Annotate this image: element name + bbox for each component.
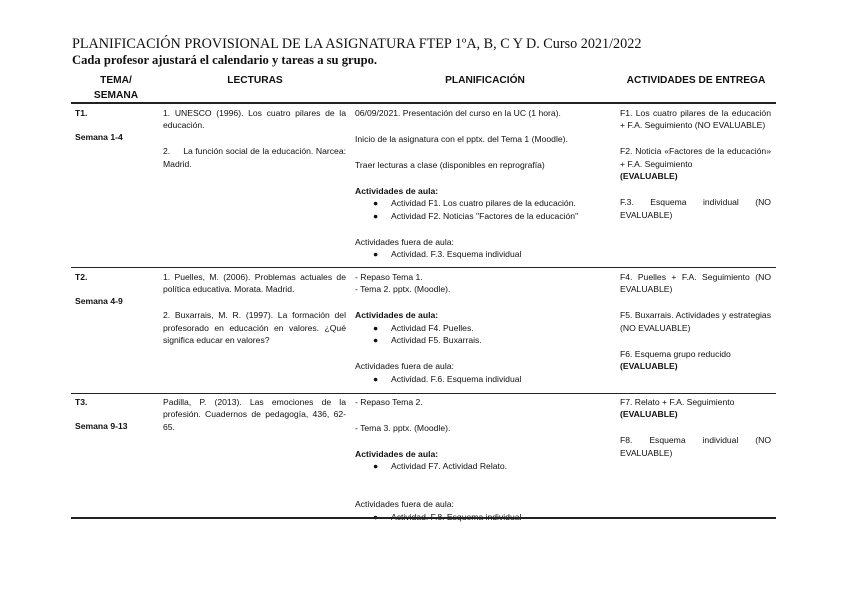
row2-entrega (620, 271, 771, 373)
row3-aula-title: Actividades de aula: (355, 449, 439, 459)
bullet-icon: ● (373, 198, 379, 209)
bullet-icon: ● (373, 373, 379, 384)
row1-lectura-1: 1. UNESCO (1996). Los cuatro pilares de la educación. (163, 108, 346, 131)
row1-entrega-3: F.3. Esquema individual (NO EVALUABLE) (620, 197, 771, 220)
row3-semana: Semana 9-13 (75, 421, 128, 432)
row2-tema-cell (75, 271, 155, 308)
row1-fuera-list (355, 248, 617, 260)
row1-plan-line-3: Traer lecturas a clase (disponibles en reprografía) (355, 160, 545, 170)
row3-entrega-1: F7. Relato + F.A. Seguimiento (620, 397, 735, 407)
header-tema-line2: SEMANA (93, 90, 139, 101)
row2-lectura-2: 2. Buxarrais, M. R. (1997). La formación del profesorado en educación en valores. ¿Qué significa educar en valores? (163, 310, 346, 346)
row3-tema: T3. (75, 397, 88, 407)
header-lecturas: LECTURAS (227, 75, 283, 86)
row1-entrega (620, 107, 771, 221)
row3-plan-line-2: - Tema 3. pptx. (Moodle). (355, 423, 451, 433)
spacer (355, 486, 617, 498)
row2-planificacion (355, 271, 617, 385)
row2-aula-item-2: Actividad F5. Buxarrais. (391, 335, 482, 346)
list-item (355, 210, 617, 222)
row2-plan-line-1: - Repaso Tema 1. (355, 272, 423, 282)
row1-entrega-2: F2. Noticia «Factores de la educación» + F.A. Seguimiento (620, 146, 771, 169)
row3-aula-list (355, 460, 617, 472)
row1-aula-item-2: Actividad F2. Noticias "Factores de la educación" (391, 210, 579, 221)
document-title: PLANIFICACIÓN PROVISIONAL DE LA ASIGNATURA FTEP 1ºA, B, C Y D. Curso 2021/2022 (72, 36, 642, 52)
row1-entrega-2-status: (EVALUABLE) (620, 171, 678, 182)
row1-plan-line-2: Inicio de la asignatura con el pptx. del Tema 1 (Moodle). (355, 134, 568, 144)
document-subtitle: Cada profesor ajustará el calendario y tareas a su grupo. (72, 53, 378, 67)
row3-lectura-1: Padilla, P. (2013). Las emociones de la profesión. Cuadernos de pedagogía, 436, 62-65. (163, 397, 346, 432)
row1-plan-line-1: 06/09/2021. Presentación del curso en la UC (1 hora). (355, 108, 561, 118)
list-item (355, 334, 617, 346)
row3-entrega-1-status: (EVALUABLE) (620, 409, 678, 420)
bullet-icon: ● (373, 461, 379, 472)
row1-aula-title: Actividades de aula: (355, 186, 439, 196)
header-divider (71, 102, 776, 104)
row1-tema: T1. (75, 108, 88, 118)
row1-semana: Semana 1-4 (75, 132, 123, 143)
row1-lectura-2: 2. La función social de la educación. Narcea: Madrid. (163, 146, 349, 169)
row2-aula-title: Actividades de aula: (355, 310, 439, 321)
row2-plan-line-2: - Tema 2. pptx. (Moodle). (355, 284, 451, 295)
row1-planificacion (355, 107, 617, 261)
row2-fuera-title: Actividades fuera de aula: (355, 361, 454, 372)
row-divider (71, 267, 776, 268)
row2-entrega-3: F6. Esquema grupo reducido (620, 348, 731, 359)
row3-aula-item-1: Actividad F7. Actividad Relato. (391, 461, 508, 472)
row2-lectura-1: 1. Puelles, M. (2006). Problemas actuales de política educativa. Morata. Madrid. (163, 272, 346, 295)
bullet-icon: ● (373, 249, 379, 260)
list-item (355, 373, 617, 385)
row1-lecturas (163, 107, 349, 170)
bullet-icon: ● (373, 322, 379, 333)
row1-aula-item-1: Actividad F1. Los cuatro pilares de la educación. (391, 198, 576, 209)
row1-entrega-1: F1. Los cuatro pilares de la educación + F.A. Seguimiento (NO EVALUABLE) (620, 108, 771, 131)
row3-plan-line-1: - Repaso Tema 2. (355, 397, 423, 407)
header-tema-line1: TEMA/ (100, 75, 132, 86)
row2-aula-list (355, 322, 617, 347)
list-item (355, 197, 617, 209)
row3-tema-cell (75, 396, 155, 433)
row3-lecturas (163, 396, 346, 433)
row2-fuera-list (355, 373, 617, 385)
row2-entrega-1: F4. Puelles + F.A. Seguimiento (NO EVALUABLE) (620, 272, 771, 295)
list-item (355, 460, 617, 472)
row3-planificacion (355, 396, 617, 523)
row3-fuera-title: Actividades fuera de aula: (355, 499, 454, 510)
row1-tema-cell (75, 107, 155, 144)
row1-fuera-item-1: Actividad. F.3. Esquema individual (391, 249, 522, 260)
row2-entrega-2: F5. Buxarrais. Actividades y estrategias (NO EVALUABLE) (620, 310, 771, 333)
bullet-icon: ● (373, 335, 379, 346)
list-item (355, 248, 617, 260)
row2-semana: Semana 4-9 (75, 296, 123, 307)
header-planificacion: PLANIFICACIÓN (445, 75, 525, 86)
row2-lecturas (163, 271, 346, 347)
list-item (355, 322, 617, 334)
row2-tema: T2. (75, 272, 88, 282)
row1-fuera-title: Actividades fuera de aula: (355, 236, 454, 247)
row2-aula-item-1: Actividad F4. Puelles. (391, 322, 474, 333)
row3-entrega (620, 396, 771, 459)
row2-entrega-3-status: (EVALUABLE) (620, 361, 678, 372)
header-tema (72, 73, 160, 103)
row-divider (71, 393, 776, 394)
row1-aula-list (355, 197, 617, 222)
bullet-icon: ● (373, 210, 379, 221)
table-bottom-border (71, 517, 776, 519)
header-actividades: ACTIVIDADES DE ENTREGA (626, 75, 766, 86)
row2-fuera-item-1: Actividad. F.6. Esquema individual (391, 373, 522, 384)
row3-entrega-2: F8. Esquema individual (NO EVALUABLE) (620, 435, 771, 458)
